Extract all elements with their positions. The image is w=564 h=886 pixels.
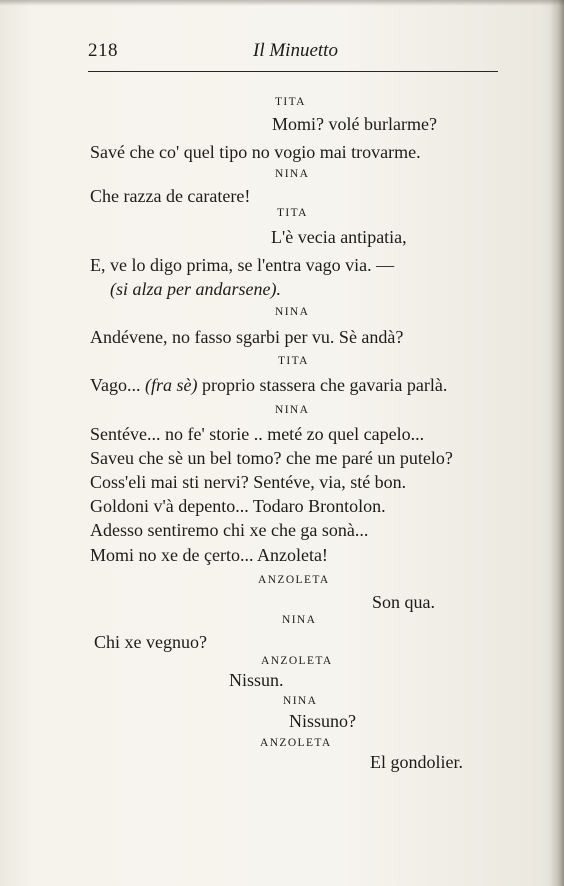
verse-line: Savé che co' quel tipo no vogio mai trovarme.: [90, 142, 421, 162]
verse-text: proprio stassera che gavaria parlà.: [197, 375, 448, 395]
speaker-label: NINA: [283, 695, 318, 707]
verse-line: Coss'eli mai sti nervi? Sentéve, via, sté bon.: [90, 472, 407, 492]
running-title: Il Minuetto: [253, 40, 338, 61]
verse-line: L'è vecia antipatia,: [271, 227, 407, 247]
header-rule: [88, 71, 498, 72]
verse-line: Che razza de caratere!: [90, 186, 251, 206]
verse-line: Chi xe vegnuo?: [94, 632, 207, 652]
stage-direction: (si alza per andarsene).: [110, 279, 281, 299]
verse-line: Sentéve... no fe' storie .. meté zo quel capelo...: [90, 424, 425, 444]
page-gutter-shadow: [550, 0, 564, 886]
speaker-label: ANZOLETA: [258, 574, 330, 586]
speaker-label: NINA: [275, 306, 310, 318]
speaker-label: TITA: [275, 96, 306, 108]
page-header: [88, 40, 498, 64]
speaker-label: TITA: [277, 207, 308, 219]
speaker-label: NINA: [282, 614, 317, 626]
verse-line: Goldoni v'à depento... Todaro Brontolon.: [90, 496, 386, 516]
page-top-shadow: [0, 0, 564, 6]
speaker-label: NINA: [275, 168, 310, 180]
page-number: 218: [88, 40, 118, 61]
verse-line: Andévene, no fasso sgarbi per vu. Sè andà?: [90, 327, 404, 347]
verse-line: Son qua.: [372, 592, 435, 612]
verse-line: Nissuno?: [289, 711, 356, 731]
verse-line: El gondolier.: [370, 752, 463, 772]
speaker-label: ANZOLETA: [260, 737, 332, 749]
verse-line: Nissun.: [229, 670, 284, 690]
verse-line: Saveu che sè un bel tomo? che me paré un putelo?: [90, 448, 453, 468]
verse-line: Momi? volé burlarme?: [272, 114, 437, 134]
verse-line: Adesso sentiremo chi xe che ga sonà...: [90, 520, 369, 540]
speaker-label: TITA: [278, 355, 309, 367]
speaker-label: ANZOLETA: [261, 655, 333, 667]
verse-line: Momi no xe de çerto... Anzoleta!: [90, 545, 328, 565]
verse-text: Vago...: [90, 375, 145, 395]
stage-direction: (fra sè): [145, 375, 198, 395]
verse-line: E, ve lo digo prima, se l'entra vago via. —: [90, 255, 395, 275]
verse-line-with-stage-direction: [90, 375, 447, 395]
speaker-label: NINA: [275, 404, 310, 416]
